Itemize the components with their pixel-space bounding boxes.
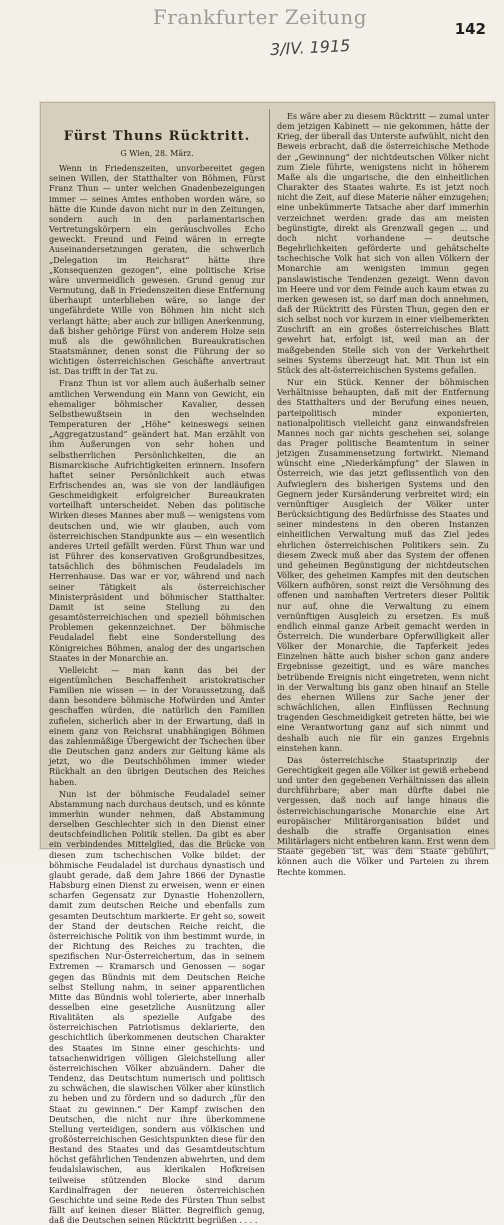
article-column-right (277, 111, 489, 877)
page-number: 142 (454, 20, 486, 38)
article-paragraph: Es wäre aber zu diesem Rücktritt — zumal unter dem jetzigen Kabinett — nie gekommen, hätte der Krieg, der überall das Unterste aufwühlt, nicht den Beweis erbracht, daß die österreichische Methode der „Gewinnung“ der nichtdeutschen Völker nicht zum Ziele führte, wenigstens nicht in höherem Maße als die ungarische, die den einheitlichen Charakter des Staates wahrte. Es ist jetzt noch nicht die Zeit, auf diese Materie näher einzugehen; eine unbekümmerte Tatsache aber darf immerhin verzeichnet werden: grade das am meisten begünstigte, direkt als Grenzwall gegen ... und doch nicht vorhandene — deutsche Begehrlichkeiten geförderte und gehätschelte tschechische Volk hat sich von allen Völkern der Monarchie am wenigsten immun gegen panslawistische Tendenzen gezeigt. Wenn davon im Heere und vor dem Feinde auch kaum etwas zu merken gewesen ist, so darf man doch annehmen, daß der Rücktritt des Fürsten Thun, gegen den er sich selbst noch vor kurzem in einer vielbemerkten Zuschrift an ein großes österreichisches Blatt gewehrt hat, erfolgt ist, weil man an der maßgebenden Stelle sich von der Verkehrtheit seines Systems überzeugt hat. Mit Thun ist ein Stück des alt-österreichischen Systems gefallen. (277, 111, 489, 375)
handwritten-date: 3/IV. 1915 (269, 35, 351, 60)
article-paragraph: Franz Thun ist vor allem auch äußerhalb seiner amtlichen Verwendung ein Mann von Gewicht, ein ehemaliger böhmischer Kavalier, dessen Selbstbewußtsein in den wechselnden Temperaturen der „Höhe“ keineswegs seinen „Aggregatzustand“ geändert hat. Man erzählt von ihm Äußerungen von sehr hohen und selbstherrlichen Persönlichkeiten, die an Bismarckische Aufrichtigkeiten erinnern. Insofern haftet seiner Persönlichkeit auch etwas Erfrischendes an, was sie von der landläufigen Geschmeidigkeit erfolgreicher Bureaukraten vorteilhaft unterscheidet. Neben das politische Wirken dieses Mannes aber muß — wenigstens vom deutschen und, wie wir glauben, auch vom österreichischen Standpunkte aus — ein wesentlich anderes Urteil gefällt werden. Fürst Thun war und ist Führer des konservativen Großgrundbesitzes, tatsächlich des böhmischen Feudaladels im Herrenhause. Das war er vor, während und nach seiner Tätigkeit als österreichischer Ministerpräsident und böhmischer Statthalter. Damit ist seine Stellung zu den gesamtösterreichischen und speziell böhmischen Problemen gekennzeichnet. Der böhmische Feudaladel fiebt eine Sonderstellung des Königreiches Böhmen, analog der des ungarischen Staates in der Monarchie an. (49, 378, 265, 663)
article-column-left (49, 111, 266, 1225)
article-paragraph: Nun ist der böhmische Feudaladel seiner Abstammung nach durchaus deutsch, und es könnte immerhin wunder nehmen, daß Abstammung derselben Geschlechter sich in den Dienst einer deutschfeindlichen Politik stellen. Da gibt es aber ein verbindendes Mittelglied, das die Brücke von diesen zum tschechischen Volke bildet: der böhmische Feudaladel ist durchaus dynastisch und glaubt gerade, daß dem Jahre 1866 der Dynastie Habsburg einen Dienst zu erweisen, wenn er einen scharfen Gegensatz zur Dynastie Hohenzollern, damit zum deutschen Reiche und ebenfalls zum gesamten Deutschtum markierte. Er geht so, soweit der Stand der deutschen Reiche reicht, die österreichische Politik von ihm bestimmt wurde, in der Richtung des Reiches zu trachten, die spezifischen Nur-Österreichertum, das in seinem Extremen — Kramarsch und Genossen — sogar gegen das Bündnis mit dem Deutschen Reiche selbst Stellung nahm, in seiner apparentlichen Mitte das Bündnis wohl tolerierte, aber innerhalb desselben eine gesetzliche Ausnützung aller Rivalitäten als spezielle Aufgabe des österreichischen Patriotismus deklarierte, den geschichtlich überkommenen deutschen Charakter des Staates im Sinne einer geschichts- und tatsachenwidrigen völligen Gleichstellung aller österreichischen Völker abzuändern. Daher die Tendenz, das Deutschtum numerisch und politisch zu schwächen, die slawischen Völker aber künstlich zu heben und zu fördern und so dadurch „für den Staat zu gewinnen.“ Der Kampf zwischen den Deutschen, die nicht nur ihre überkommene Stellung verteidigen, sondern aus völkischen und großösterreichischen Gesichtspunkten diese für den Bestand des Staates und das Gesamtdeutschtum höchst gefährlichen Tendenzen abwehrten, und dem feudalslawischen, aus klerikalen Hofkreisen teilweise stützenden Blocke sind darum Kardinalfragen der neueren österreichischen Geschichte und seine Rede des Fürsten Thun selbst fällt auf keinen dieser Blätter. Begreiflich genug, daß die Deutschen seinen Rücktritt begrüßen . . . . (49, 788, 266, 1225)
column-divider (269, 109, 270, 840)
newspaper-clipping (40, 102, 495, 1225)
article-paragraph: Wenn in Friedenszeiten, unvorbereitet gegen seinen Willen, der Statthalter von Böhmen, Fürst Franz Thun — unter welchen Gnadenbezeigungen immer — seines Amtes enthoben worden wäre, so hätte die Kunde davon nicht nur in den Zeitungen, sondern auch in den parlamentarischen Vertretungskörpern ein geräuschvolles Echo geweckt. Freund und Feind wären in erregte Auseinandersetzungen geraten, die schwerlich „Delegation im Reichsrat“ hätte ihre „Konsequenzen gezogen“, eine politische Krise wäre unvermeidlich gewesen. Grund genug zur Vermutung, daß in Friedenszeiten diese Entfernung überhaupt unterblieben wäre, so lange der ungefährdete Wille von Böhmen hin nicht sich verlangt hätte; aber auch zur billigen Anerkennung, daß bisher gehörige Fürst von anderem Holze sein muß als die gewöhnlichen Bureaukratischen Staatsmänner, denen sonst die Führung der so wichtigen österreichischen Geschäfte anvertraut ist. Das trifft in der Tat zu. (49, 163, 265, 377)
article-dateline: G Wien, 28. März. (120, 149, 194, 158)
newspaper-title: Frankfurter Zeitung (152, 5, 368, 29)
article-headline: Fürst Thuns Rücktritt. (63, 129, 251, 144)
article-paragraph: Nur ein Stück. Kenner der böhmischen Verhältnisse behaupten, daß mit der Entfernung des Statthalters und der Berufung eines neuen, parteipolitisch minder exponierten, nationalpolitisch vielleicht ganz einwandsfreien Mannes noch gar nichts geschehen sei, solange das Prager politische Beamtentum in seiner jetzigen Zusammensetzung fortwirkt. Niemand wünscht eine „Niederkämpfung“ der Slawen in Österreich, wie das jetzt geflissentlich von den Aufwieglern des bisherigen Systems und den Gegnern jeder Kursänderung verbreitet wird; ein vernünftiger Ausgleich der Völker unter Berücksichtigung des Bedürfnisse des Staates und seiner mindestens in den oberen Instanzen einheitlichen Verwaltung muß das Ziel jedes ehrlichen österreichischen Politikers sein. Zu diesem Zweck muß aber das System der offenen und geheimen Begünstigung der nichtdeutschen Völker, des geheimen Kampfes mit den deutschen Völkern aufhören, sonst reizt die Versöhnung des offenen und namhaften Vertreters dieser Politik nur auf, ohne die Verwaltung zu einem vernünftigen Ausgleich zu ersetzen. Es muß endlich einmal ganze Arbeit gemacht werden in Österreich. Die wunderbare Opferwilligkeit aller Völker der Monarchie, die Tapferkeit jedes Einzelnen hätte auch bisher schon ganz andere Ergebnisse gezeitigt, und es wäre manches betrübende Ereignis nicht eingetreten, wenn nicht in der Verwaltung bis ganz oben hinauf an Stelle des ehernen Willens zur Sache jener der schwächlichen, allen Einflüssen Rechnung tragenden Geschmeidigkeit getreten hätte, bei wie eine Verantwortung ganz auf sich nimmt und deshalb auch nie für ein ganzes Ergebnis einstehen kann. (277, 377, 489, 753)
article-paragraph: Das österreichische Staatsprinzip der Gerechtigkeit gegen alle Völker ist gewiß erhebend und unter den gegebenen Verhältnissen das allein durchführbare; aber man dürfte dabei nie vergessen, daß noch auf lange hinaus die österreichischungarische Monarchie eine Art europäischer Militärorganisation bildet und deshalb die straffe Organisation eines Militärlagers nicht entbehren kann. Erst wenn dem Staate gegeben ist, was dem Staate gebührt, können auch die Völker und Parteien zu ihrem Rechte kommen. (277, 754, 489, 877)
article-paragraph: Vielleicht — man kann das bei der eigentümlichen Beschaffenheit aristokratischer Familien nie wissen — in der Voraussetzung, daß dann besondere böhmische Hofwürden und Ämter geschaffen würden, die natürlich den Familien zufielen, sicherlich aber in der Erwartung, daß in einem ganz von Reichsrat unabhängigen Böhmen das zahlenmäßige Übergewicht der Tschechen über die Deutschen ganz anders zur Geltung käme als jetzt, wo die Deutschböhmen immer wieder Rückhalt an den übrigen Deutschen des Reiches haben. (49, 664, 265, 787)
